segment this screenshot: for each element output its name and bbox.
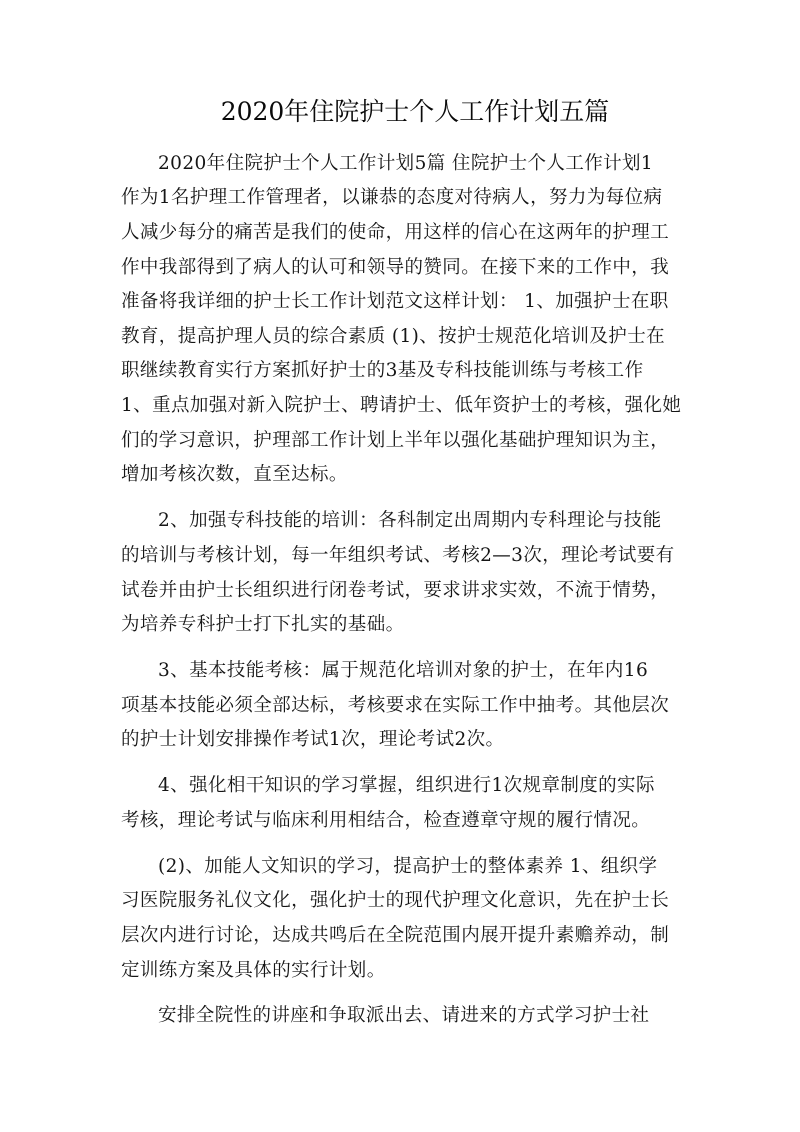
paragraph-line: 习医院服务礼仪文化，强化护士的现代护理文化意识，先在护士长 [121, 890, 670, 911]
paragraph-line: 3、基本技能考核：属于规范化培训对象的护士，在年内16 [158, 660, 649, 681]
paragraph-line: 职继续教育实行方案抓好护士的3基及专科技能训练与考核工作 [121, 360, 644, 381]
paragraph-line: 安排全院性的讲座和争取派出去、请进来的方式学习护士社 [158, 1005, 650, 1026]
paragraph-line: 1、重点加强对新入院护士、聘请护士、低年资护士的考核，强化她 [121, 395, 682, 416]
paragraph-line: 项基本技能必须全部达标，考核要求在实际工作中抽考。其他层次 [121, 695, 670, 716]
paragraph-line: 2、加强专科技能的培训：各科制定出周期内专科理论与技能 [158, 510, 662, 531]
paragraph-line: 作中我部得到了病人的认可和领导的赞同。在接下来的工作中，我 [121, 257, 670, 278]
paragraph-line: (2)、加能人文知识的学习，提高护士的整体素养 1、组织学 [158, 856, 658, 877]
paragraph-line: 试卷并由护士长组织进行闭卷考试，要求讲求实效，不流于情势， [121, 580, 670, 601]
paragraph-line: 的护士计划安排操作考试1次，理论考试2次。 [121, 729, 505, 750]
paragraph-line: 定训练方案及具体的实行计划。 [121, 960, 386, 981]
paragraph-line: 的培训与考核计划，每一年组织考试、考核2—3次，理论考试要有 [121, 545, 675, 566]
paragraph-line: 人减少每分的痛苦是我们的使命，用这样的信心在这两年的护理工 [121, 222, 670, 243]
paragraph-line: 为培养专科护士打下扎实的基础。 [121, 614, 405, 635]
paragraph-line: 2020年住院护士个人工作计划5篇 住院护士个人工作计划1 [158, 153, 654, 174]
paragraph-line: 考核，理论考试与临床利用相结合，检查遵章守规的履行情况。 [121, 810, 651, 831]
document-title: 2020年住院护士个人工作计划五篇 [220, 97, 610, 126]
paragraph-line: 教育，提高护理人员的综合素质 (1)、按护士规范化培训及护士在 [121, 326, 665, 347]
paragraph-line: 们的学习意识，护理部工作计划上半年以强化基础护理知识为主， [121, 430, 670, 451]
paragraph-line: 4、强化相干知识的学习掌握，组织进行1次规章制度的实际 [158, 775, 655, 796]
paragraph-line: 作为1名护理工作管理者，以谦恭的态度对待病人，努力为每位病 [121, 187, 663, 208]
paragraph-line: 准备将我详细的护士长工作计划范文这样计划： 1、加强护士在职 [121, 291, 669, 312]
paragraph-line: 层次内进行讨论，达成共鸣后在全院范围内展开提升素赡养动，制 [121, 925, 670, 946]
paragraph-line: 增加考核次数，直至达标。 [121, 464, 348, 485]
